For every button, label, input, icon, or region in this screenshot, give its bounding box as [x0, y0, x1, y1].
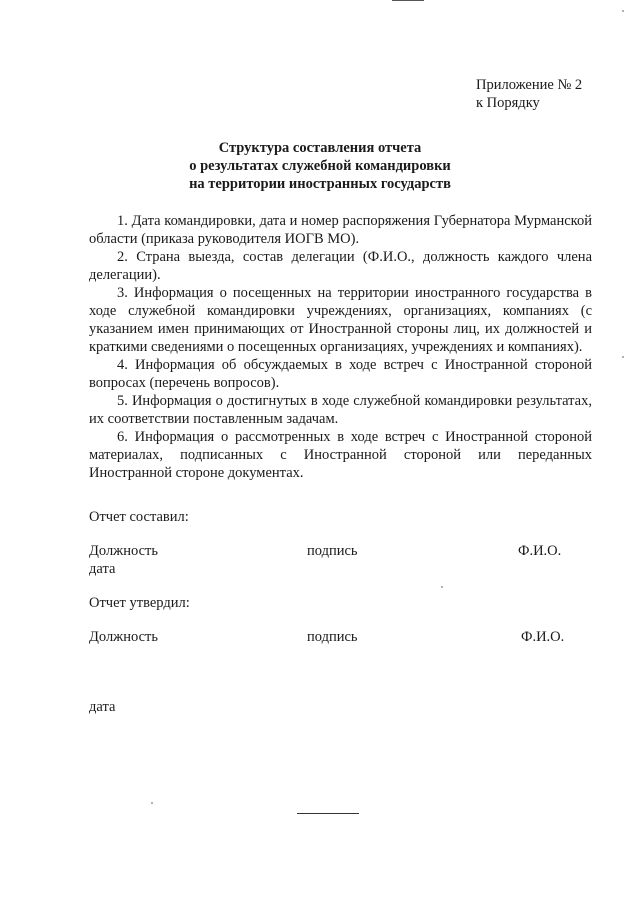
- compiled-date-label: дата: [89, 561, 116, 577]
- document-title: [150, 139, 490, 193]
- list-item: 1. Дата командировки, дата и номер распоряжения Губернатора Мурманской области (приказа руководителя ИОГВ МО).: [89, 213, 592, 247]
- approved-position-label: Должность: [89, 629, 158, 645]
- appendix-number: Приложение № 2: [476, 77, 583, 93]
- approved-by-heading: Отчет утвердил:: [89, 595, 190, 611]
- appendix-reference: [476, 76, 582, 112]
- title-line-1: Структура составления отчета: [218, 140, 422, 156]
- report-structure-list: [89, 212, 592, 482]
- compiled-by-heading: Отчет составил:: [89, 509, 189, 525]
- approved-date-label: дата: [89, 699, 116, 715]
- compiled-signature-label: подпись: [307, 543, 358, 559]
- scan-speck: [441, 586, 443, 588]
- list-item: 3. Информация о посещенных на территории иностранного государства в ходе служебной командировки учреждениях, организациях, компаниях (с указанием имен принимающих от Иностранной стороны лиц, их должностей и краткими сведениями о посещенных организациях, учреждениях и компаниях).: [89, 285, 592, 355]
- title-line-3: на территории иностранных государств: [189, 176, 451, 192]
- appendix-order-reference: к Порядку: [476, 95, 540, 111]
- list-item: 2. Страна выезда, состав делегации (Ф.И.О., должность каждого члена делегации).: [89, 249, 592, 283]
- scan-speck: [622, 10, 624, 12]
- approved-signature-label: подпись: [307, 629, 358, 645]
- list-item: 4. Информация об обсуждаемых в ходе встреч с Иностранной стороной вопросах (перечень вопросов).: [89, 357, 592, 391]
- scan-speck: [151, 802, 153, 804]
- scan-mark-bottom: [297, 813, 359, 814]
- scan-speck: [622, 356, 624, 358]
- list-item: 6. Информация о рассмотренных в ходе встреч с Иностранной стороной материалах, подписанных с Иностранной стороной или переданных Иностранной стороне документах.: [89, 429, 592, 481]
- title-line-2: о результатах служебной командировки: [189, 158, 451, 174]
- approved-name-label: Ф.И.О.: [521, 629, 565, 645]
- list-item: 5. Информация о достигнутых в ходе служебной командировки результатах, их соответствии поставленным задачам.: [89, 393, 592, 427]
- compiled-name-label: Ф.И.О.: [518, 543, 562, 559]
- scan-mark-top: [392, 0, 424, 1]
- compiled-position-label: Должность: [89, 543, 158, 559]
